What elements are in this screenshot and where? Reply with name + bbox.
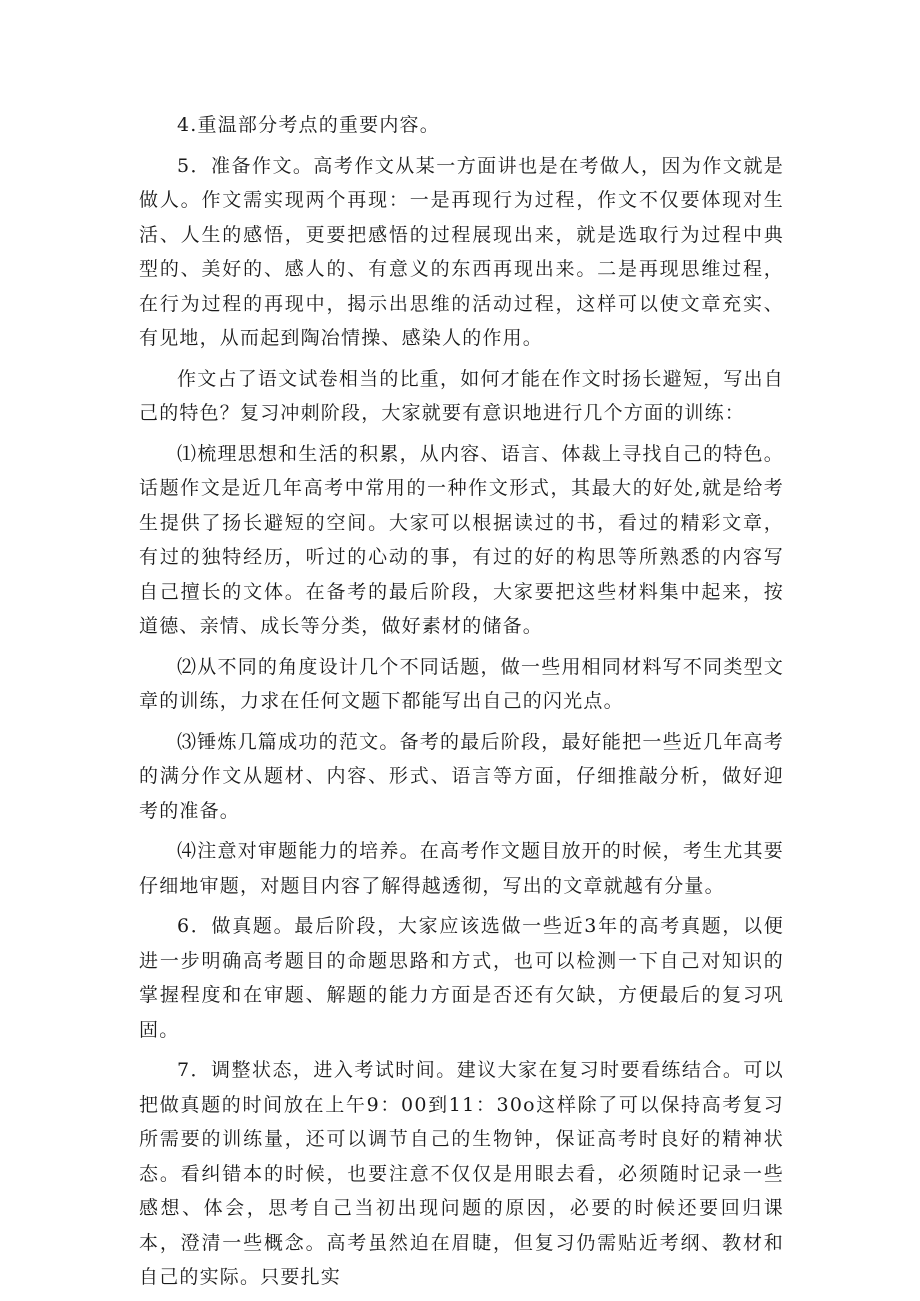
paragraph-subitem-2: ⑵从不同的角度设计几个不同话题，做一些用相同材料写不同类型文章的训练，力求在任何文题下都能写出自己的闪光点。: [139, 655, 784, 712]
paragraph-essay-intro: 作文占了语文试卷相当的比重，如何才能在作文时扬长避短，写出自己的特色？复习冲刺阶段，大家就要有意识地进行几个方面的训练：: [139, 367, 784, 424]
paragraph-subitem-4: ⑷注意对审题能力的培养。在高考作文题目放开的时候，考生尤其要仔细地审题，对题目内容了解得越透彻，写出的文章就越有分量。: [139, 840, 784, 897]
paragraph-item-5-prepare-essay: 5．准备作文。高考作文从某一方面讲也是在考做人，因为作文就是做人。作文需实现两个再现：一是再现行为过程，作文不仅要体现对生活、人生的感悟，更要把感悟的过程展现出来，就是选取行为过程中典型的、美好的、感人的、有意义的东西再现出来。二是再现思维过程，在行为过程的再现中，揭示出思维的活动过程，这样可以使文章充实、有见地，从而起到陶冶情操、感染人的作用。: [139, 154, 784, 349]
paragraph-subitem-3: ⑶锤炼几篇成功的范文。备考的最后阶段，最好能把一些近几年高考的满分作文从题材、内容、形式、语言等方面，仔细推敲分析，做好迎考的准备。: [139, 730, 784, 822]
paragraph-subitem-1: ⑴梳理思想和生活的积累，从内容、语言、体裁上寻找自己的特色。话题作文是近几年高考中常用的一种作文形式，其最大的好处,就是给考生提供了扬长避短的空间。大家可以根据读过的书，看过的精彩文章，有过的独特经历，听过的心动的事，有过的好的构思等所熟悉的内容写自己擅长的文体。在备考的最后阶段，大家要把这些材料集中起来，按道德、亲情、成长等分类，做好素材的储备。: [139, 442, 784, 637]
paragraph-item-7-adjust-state: 7．调整状态，进入考试时间。建议大家在复习时要看练结合。可以把做真题的时间放在上午9：00到11：30o这样除了可以保持高考复习所需要的训练量，还可以调节自己的生物钟，保证高考时良好的精神状态。看纠错本的时候，也要注意不仅仅是用眼去看，必须随时记录一些感想、体会，思考自己当初出现问题的原因，必要的时候还要回归课本，澄清一些概念。高考虽然迫在眉睫，但复习仍需贴近考纲、教材和自己的实际。只要扎实: [139, 1059, 784, 1288]
paragraph-item-4: 4.重温部分考点的重要内容。: [177, 114, 440, 136]
paragraph-item-6-real-exams: 6．做真题。最后阶段，大家应该选做一些近3年的高考真题，以便进一步明确高考题目的命题思路和方式，也可以检测一下自己对知识的掌握程度和在审题、解题的能力方面是否还有欠缺，方便最后的复习巩固。: [139, 915, 784, 1041]
document-page: [139, 108, 784, 1295]
